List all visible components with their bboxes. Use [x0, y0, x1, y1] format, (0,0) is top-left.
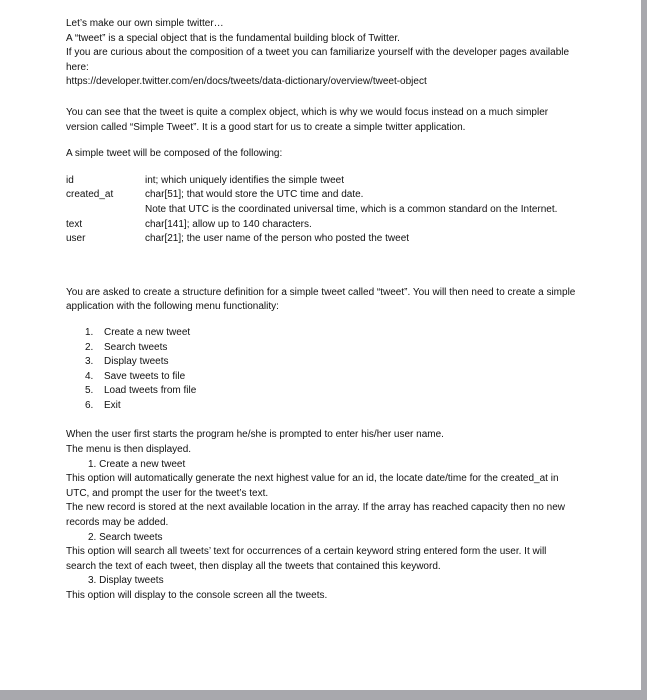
page-edge-right [641, 0, 647, 700]
field-name: text [66, 218, 83, 230]
field-name: user [66, 233, 86, 245]
paragraph-complex-object: You can see that the tweet is quite a complex object, which is why we would focus instead on a much simpler version called “Simple Tweet”. It is a good start for us to create a simple twitter application. [66, 106, 549, 133]
field-desc: char[141]; allow up to 140 characters. [145, 218, 312, 230]
option-3-text: This option will display to the console screen all the tweets. [66, 590, 328, 601]
menu-list-item: 6. Exit [85, 399, 121, 411]
tweet-object-url: https://developer.twitter.com/en/docs/tweets/data-dictionary/overview/tweet-object [66, 76, 427, 88]
intro-line-2: A “tweet” is a special object that is the fundamental building block of Twitter. [66, 32, 400, 44]
field-desc: Note that UTC is the coordinated universal time, which is a common standard on the Internet. [145, 203, 558, 215]
option-1-title: 1. Create a new tweet [88, 458, 186, 470]
start-line-1: When the user first starts the program he/she is prompted to enter his/her user name. [66, 429, 444, 441]
field-name: id [66, 174, 74, 186]
option-1-text-2: The new record is stored at the next available location in the array. If the array has reached capacity then no new records may be added. [66, 502, 565, 529]
field-desc: int; which uniquely identifies the simple tweet [145, 174, 344, 186]
field-table [66, 174, 576, 247]
option-2-title: 2. Search tweets [88, 531, 163, 543]
intro-line-3: If you are curious about the composition of a tweet you can familiarize yourself with the developer pages available here: [66, 47, 570, 73]
option-1-text: This option will automatically generate the next highest value for an id, the locate date/time for the created_at in UTC, and prompt the user for the tweet’s text. [66, 473, 559, 499]
option-2-text: This option will search all tweets’ text for occurrences of a certain keyword string entered form the user. It will search the text of each tweet, then display all the tweets that contained this keyword. [66, 546, 547, 572]
field-row [66, 174, 576, 189]
intro-line-1: Let’s make our own simple twitter… [66, 18, 224, 29]
menu-list-item: 4. Save tweets to file [85, 370, 186, 382]
field-desc: char[21]; the user name of the person who posted the tweet [145, 233, 410, 245]
field-row [66, 232, 576, 247]
field-name: created_at [66, 189, 114, 201]
page-edge-bottom [0, 690, 647, 700]
document-content [66, 17, 576, 604]
menu-list-item: 2. Search tweets [85, 341, 168, 353]
menu-list-item: 1. Create a new tweet [85, 326, 191, 338]
field-row [66, 203, 576, 218]
field-row [66, 218, 576, 233]
menu-list-item: 5. Load tweets from file [85, 385, 197, 397]
composed-heading: A simple tweet will be composed of the following: [66, 148, 283, 160]
menu-list-item: 3. Display tweets [85, 356, 169, 368]
option-3-title: 3. Display tweets [88, 575, 164, 587]
field-row [66, 188, 576, 203]
field-desc: char[51]; that would store the UTC time and date. [145, 189, 364, 201]
menu-list [66, 326, 576, 414]
start-line-2: The menu is then displayed. [66, 444, 192, 456]
paragraph-structure: You are asked to create a structure definition for a simple tweet called “tweet”. You will then need to create a simple application with the following menu functionality: [66, 286, 576, 313]
field-name [66, 203, 145, 218]
